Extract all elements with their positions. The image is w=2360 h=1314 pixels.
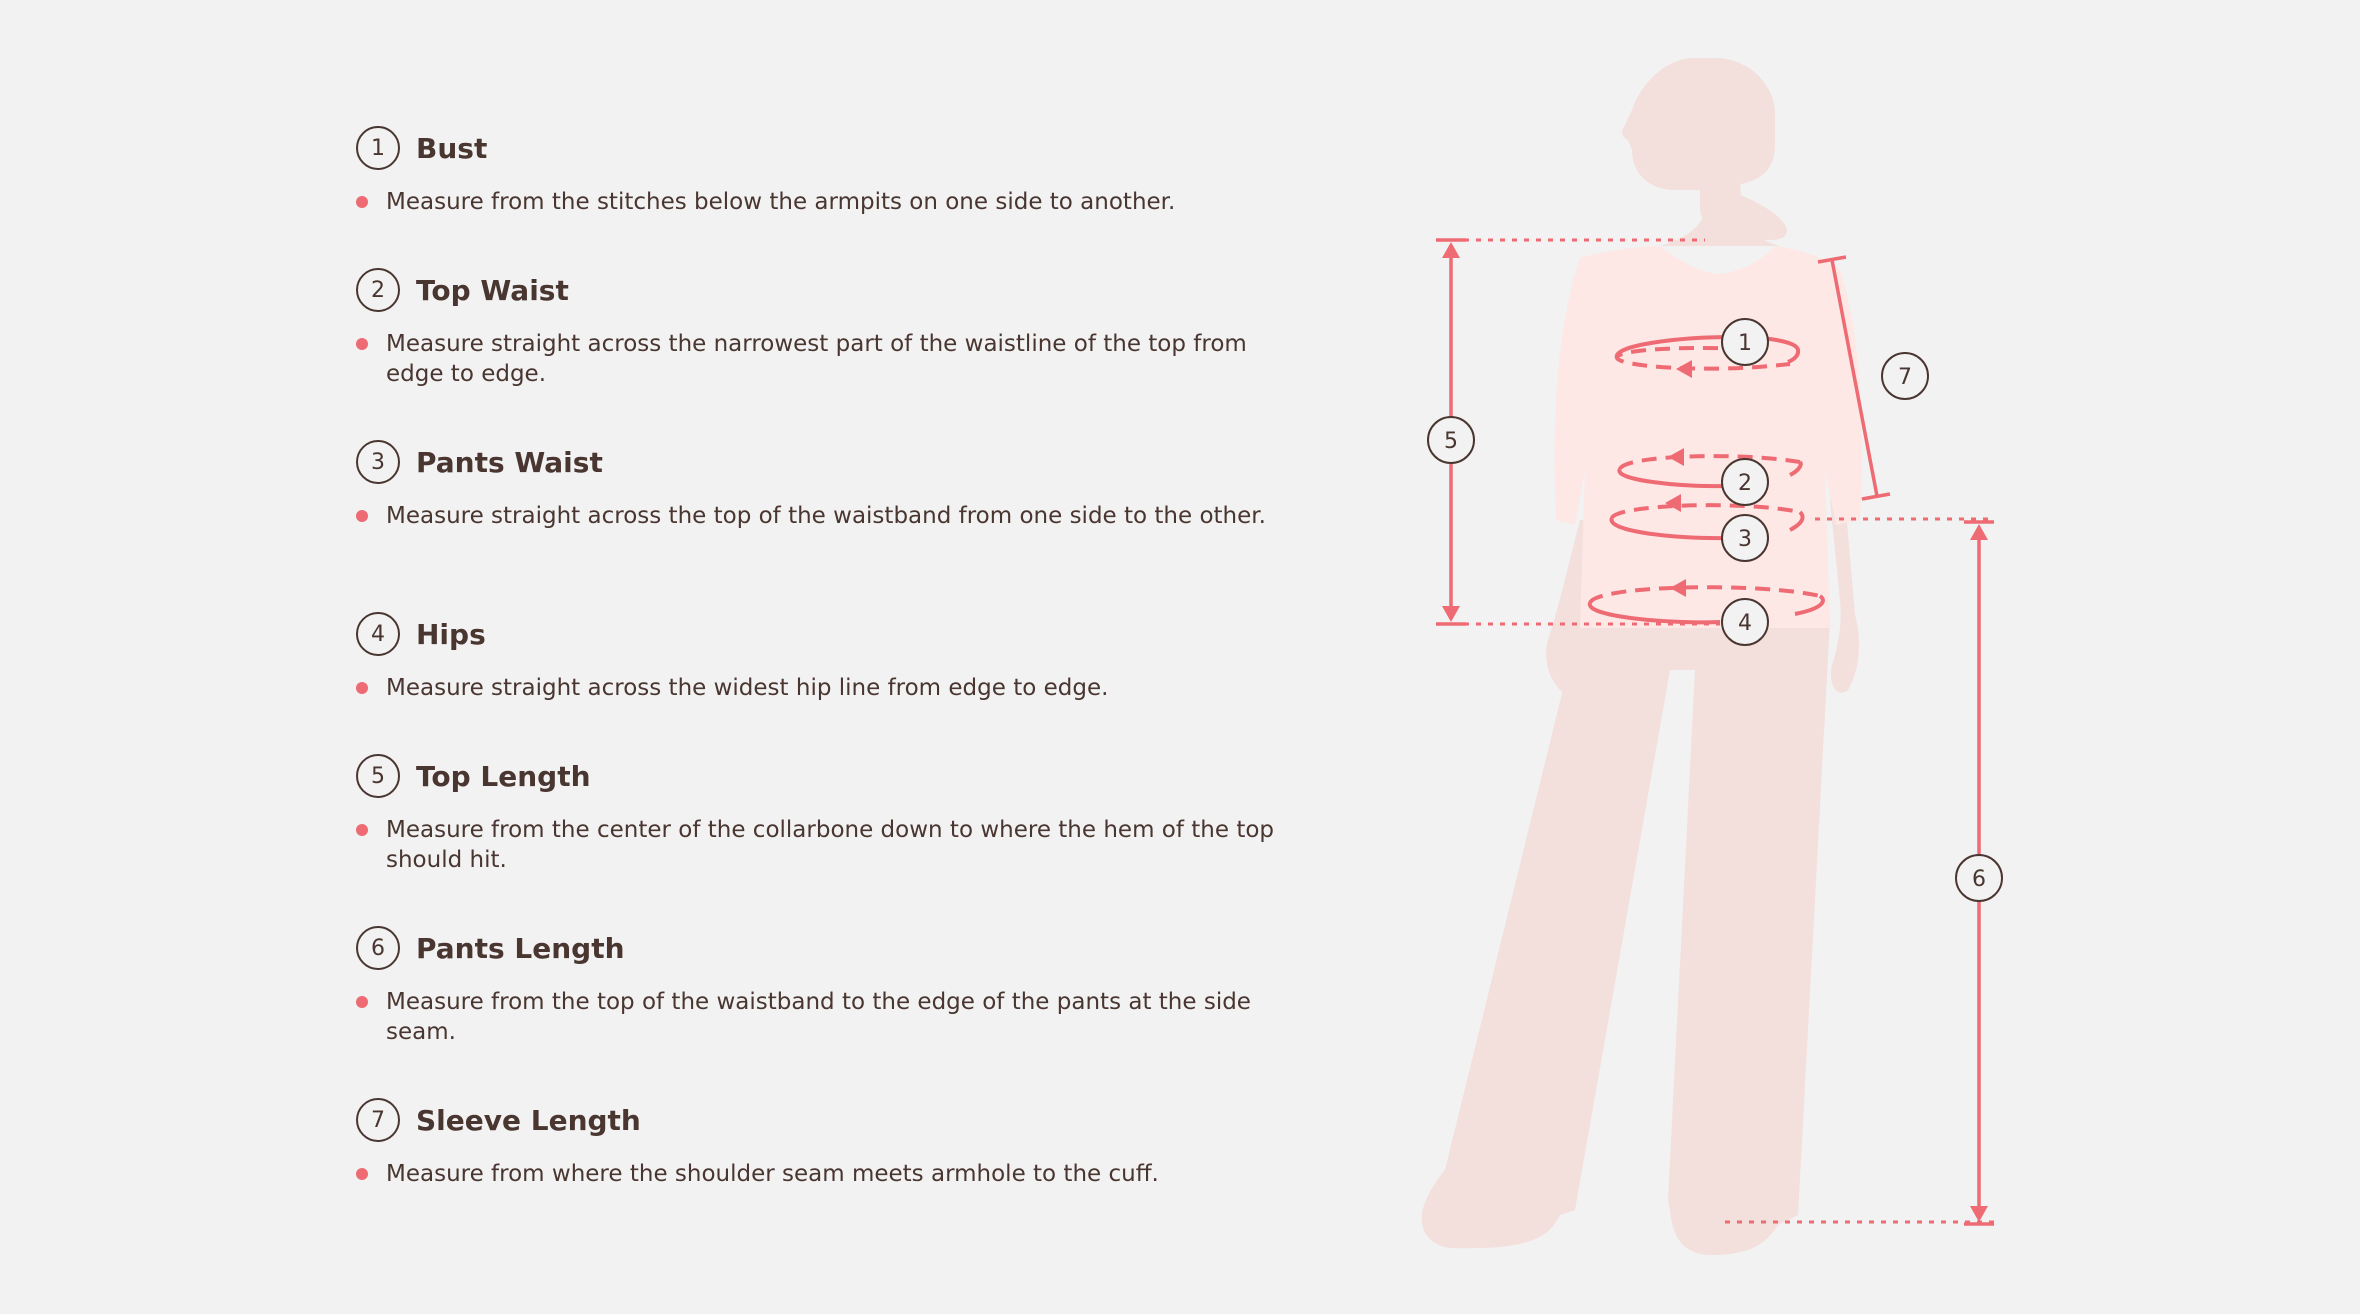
figure-label-pants-length: [1956, 855, 2002, 901]
svg-text:7: 7: [1898, 365, 1912, 390]
pants: [1422, 620, 1830, 1255]
figure-label-bust: [1722, 319, 1768, 365]
figure-label-top-waist: [1722, 459, 1768, 505]
figure-label-pants-waist: [1722, 515, 1768, 561]
number-badge: 1: [356, 126, 400, 170]
number-badge: 7: [356, 1098, 400, 1142]
svg-text:5: 5: [1444, 429, 1458, 454]
body-silhouette: [1422, 58, 1862, 1255]
item-description-text: Measure straight across the top of the waistband from one side to the other.: [386, 503, 1266, 529]
item-description-text: Measure from the stitches below the armpits on one side to another.: [386, 189, 1176, 215]
item-title: Sleeve Length: [416, 1103, 641, 1137]
number-badge: 6: [356, 926, 400, 970]
number-badge: 4: [356, 612, 400, 656]
shirt: [1555, 246, 1862, 628]
item-title: Pants Waist: [416, 445, 603, 479]
item-title: Pants Length: [416, 931, 625, 965]
item-title: Hips: [416, 617, 486, 651]
item-description-text: Measure from the top of the waistband to the edge of the pants at the side seam.: [386, 989, 1251, 1045]
svg-text:4: 4: [1738, 611, 1752, 636]
number-badge: 5: [356, 754, 400, 798]
right-arm: [1830, 500, 1859, 693]
item-description-text: Measure straight across the narrowest part of the waistline of the top from edge to edge.: [386, 331, 1247, 387]
svg-text:3: 3: [1738, 527, 1752, 552]
item-description-text: Measure from where the shoulder seam meets armhole to the cuff.: [386, 1161, 1159, 1187]
svg-text:1: 1: [1738, 331, 1752, 356]
item-description-text: Measure straight across the widest hip line from edge to edge.: [386, 675, 1109, 701]
number-badge: 2: [356, 268, 400, 312]
svg-text:6: 6: [1972, 867, 1986, 892]
item-title: Top Waist: [416, 273, 569, 307]
figure-label-top-length: [1428, 417, 1474, 463]
item-title: Bust: [416, 131, 488, 165]
figure-label-sleeve-length: [1882, 353, 1928, 399]
item-description-text: Measure from the center of the collarbone down to where the hem of the top should hit.: [386, 817, 1275, 873]
number-badge: 3: [356, 440, 400, 484]
item-title: Top Length: [416, 759, 591, 793]
figure-label-hips: [1722, 599, 1768, 645]
svg-text:2: 2: [1738, 471, 1752, 496]
